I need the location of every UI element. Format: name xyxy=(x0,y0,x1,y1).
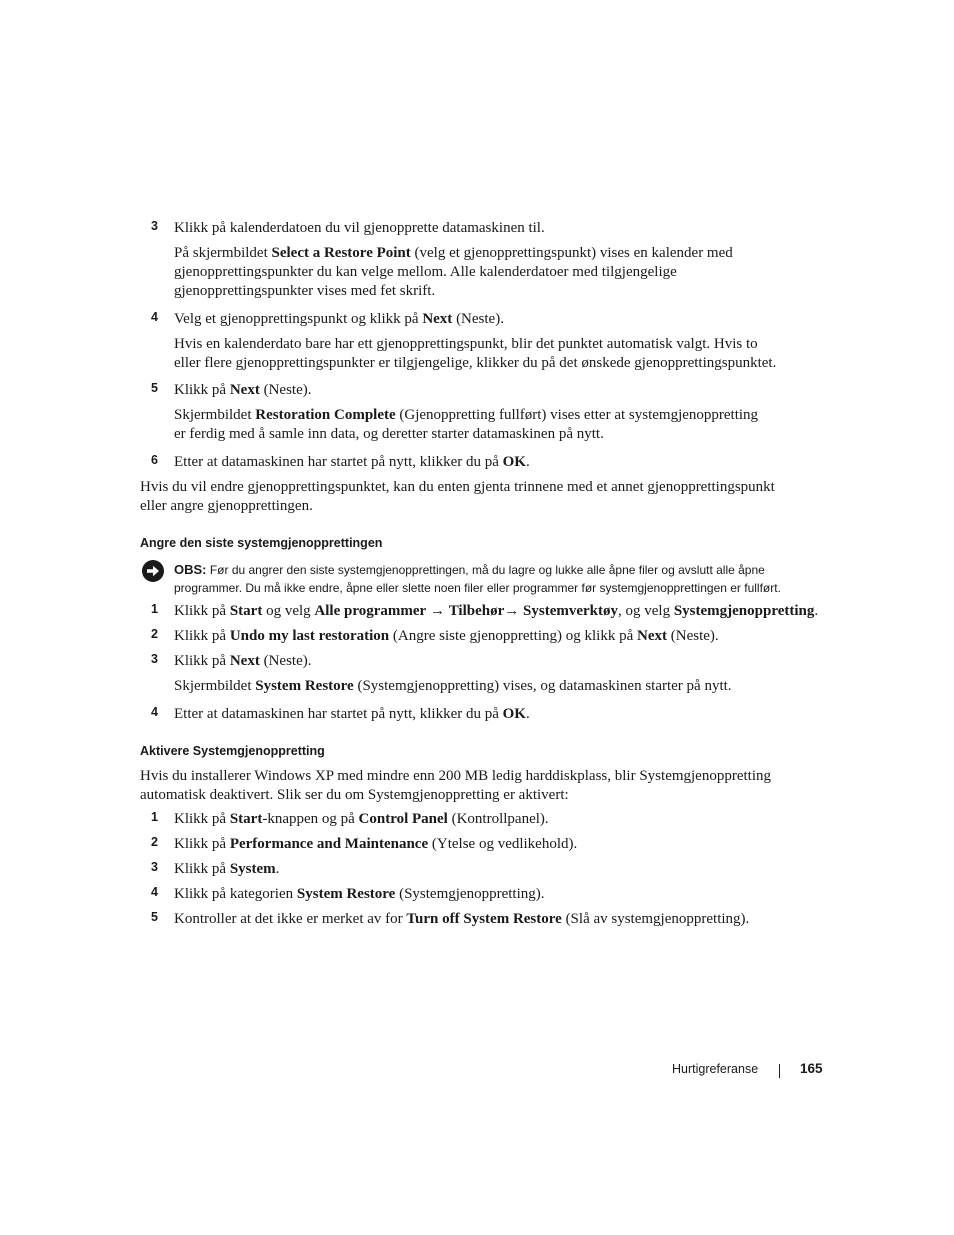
bold-term: System xyxy=(229,861,276,877)
paragraph-line: Hvis du vil endre gjenopprettingspunktet, kan du enten gjenta trinnene med et annet gjenopprettingspunkt xyxy=(140,479,775,495)
page-number: 165 xyxy=(800,1061,823,1076)
step-number: 3 xyxy=(151,219,158,233)
footer-divider xyxy=(779,1064,780,1078)
notice-arrow-icon xyxy=(141,559,165,583)
step-text xyxy=(174,835,824,855)
section-heading: Aktivere Systemgjenoppretting xyxy=(140,744,325,758)
text-run: Skjermbildet xyxy=(174,678,256,694)
bold-term: Alle programmer xyxy=(314,603,427,619)
paragraph-line: eller angre gjenopprettingen. xyxy=(140,498,313,514)
note-label: OBS: xyxy=(174,562,207,577)
paragraph-line: eller flere gjenopprettingspunkter er tilgjengelige, klikker du på det ønskede gjenopprettingspunktet. xyxy=(174,355,777,371)
bold-term: Restoration Complete xyxy=(255,407,396,423)
bold-term: Next xyxy=(637,628,668,644)
text-run: (Systemgjenoppretting) vises, og datamaskinen starter på nytt. xyxy=(353,678,732,694)
footer-section-label: Hurtigreferanse xyxy=(672,1062,759,1076)
bold-term: System Restore xyxy=(296,886,396,902)
bold-term: Next xyxy=(229,653,260,669)
step-text xyxy=(174,602,824,622)
step-text xyxy=(174,453,824,473)
step-text xyxy=(174,910,824,930)
step-text xyxy=(174,381,824,401)
text-run: Klikk på kalenderdatoen du vil gjenopprette datamaskinen til. xyxy=(174,220,545,236)
text-run: Klikk på xyxy=(174,861,230,877)
text-run: Klikk på xyxy=(174,653,230,669)
text-run: Klikk på xyxy=(174,628,230,644)
bold-term: Undo my last restoration xyxy=(229,628,390,644)
text-run: På skjermbildet xyxy=(174,245,272,261)
bold-term: OK xyxy=(502,454,526,470)
text-run: Klikk på xyxy=(174,811,230,827)
text-run: Klikk på kategorien xyxy=(174,886,297,902)
bold-term: Start xyxy=(229,811,263,827)
step-number: 4 xyxy=(151,310,158,324)
text-run: . xyxy=(814,603,819,619)
bold-term: Systemgjenoppretting xyxy=(673,603,815,619)
note-line xyxy=(174,561,834,579)
text-run: . xyxy=(275,861,280,877)
text-run: → xyxy=(426,603,449,619)
text-run: Klikk på xyxy=(174,836,230,852)
text-run: → xyxy=(504,603,524,619)
paragraph-line: er ferdig med å samle inn data, og deretter starter datamaskinen på nytt. xyxy=(174,426,604,442)
bold-term: Control Panel xyxy=(358,811,448,827)
text-run: Klikk på xyxy=(174,603,230,619)
note-text: Før du angrer den siste systemgjenopprettingen, må du lagre og lukke alle åpne filer og avslutt alle åpne xyxy=(206,563,765,577)
step-number: 1 xyxy=(151,602,158,616)
bold-term: Performance and Maintenance xyxy=(229,836,429,852)
bold-term: Next xyxy=(229,382,260,398)
step-text xyxy=(174,652,824,672)
text-run: (Ytelse og vedlikehold). xyxy=(428,836,578,852)
text-run: Klikk på xyxy=(174,382,230,398)
paragraph-line xyxy=(174,406,758,426)
text-run: (Kontrollpanel). xyxy=(447,811,549,827)
step-text xyxy=(174,705,824,725)
step-number: 4 xyxy=(151,705,158,719)
text-run: (Neste). xyxy=(259,653,312,669)
bold-term: Tilbehør xyxy=(448,603,505,619)
text-run: og velg xyxy=(262,603,315,619)
paragraph-line: Hvis en kalenderdato bare har ett gjenopprettingspunkt, blir det punktet automatisk valgt. Hvis to xyxy=(174,336,758,352)
step-number: 5 xyxy=(151,910,158,924)
text-run: Kontroller at det ikke er merket av for xyxy=(174,911,407,927)
bold-term: OK xyxy=(502,706,526,722)
text-run: . xyxy=(525,706,530,722)
text-run: Etter at datamaskinen har startet på nytt, klikker du på xyxy=(174,706,503,722)
note-line: programmer. Du må ikke endre, åpne eller slette noen filer eller programmer før systemgjenopprettingen er fullført. xyxy=(174,581,781,595)
step-text xyxy=(174,219,824,239)
paragraph-line: automatisk deaktivert. Slik ser du om Systemgjenoppretting er aktivert: xyxy=(140,787,569,803)
text-run: Etter at datamaskinen har startet på nytt, klikker du på xyxy=(174,454,503,470)
text-run: (velg et gjenopprettingspunkt) vises en kalender med xyxy=(410,245,733,261)
step-number: 5 xyxy=(151,381,158,395)
bold-term: Start xyxy=(229,603,263,619)
paragraph-line: Hvis du installerer Windows XP med mindre enn 200 MB ledig harddiskplass, blir Systemgjenoppretting xyxy=(140,768,771,784)
text-run: (Neste). xyxy=(667,628,719,644)
text-run: -knappen og på xyxy=(262,811,359,827)
bold-term: Select a Restore Point xyxy=(271,245,411,261)
step-number: 3 xyxy=(151,652,158,666)
step-number: 4 xyxy=(151,885,158,899)
section-heading: Angre den siste systemgjenopprettingen xyxy=(140,536,383,550)
step-number: 6 xyxy=(151,453,158,467)
step-number: 2 xyxy=(151,627,158,641)
text-run: (Angre siste gjenoppretting) og klikk på xyxy=(389,628,638,644)
text-run: (Gjenoppretting fullført) vises etter at systemgjenoppretting xyxy=(395,407,759,423)
step-number: 2 xyxy=(151,835,158,849)
text-run: (Systemgjenoppretting). xyxy=(395,886,545,902)
text-run: , og velg xyxy=(618,603,674,619)
step-text xyxy=(174,860,824,880)
step-text xyxy=(174,885,824,905)
text-run: (Neste). xyxy=(452,311,504,327)
text-run: . xyxy=(525,454,530,470)
text-run: Velg et gjenopprettingspunkt og klikk på xyxy=(174,311,423,327)
paragraph-line: gjenopprettingspunkter vises med fet skrift. xyxy=(174,283,436,299)
step-text xyxy=(174,310,824,330)
bold-term: Next xyxy=(422,311,453,327)
paragraph-line: gjenopprettingspunkter du kan velge mellom. Alle kalenderdatoer med tilgjengelige xyxy=(174,264,677,280)
step-number: 1 xyxy=(151,810,158,824)
paragraph-line xyxy=(174,244,733,264)
step-text xyxy=(174,627,824,647)
bold-term: Systemverktøy xyxy=(523,603,618,619)
text-run: (Slå av systemgjenoppretting). xyxy=(561,911,750,927)
text-run: Skjermbildet xyxy=(174,407,256,423)
bold-term: System Restore xyxy=(255,678,354,694)
paragraph-line xyxy=(174,677,732,697)
bold-term: Turn off System Restore xyxy=(406,911,562,927)
step-number: 3 xyxy=(151,860,158,874)
text-run: (Neste). xyxy=(259,382,312,398)
step-text xyxy=(174,810,824,830)
